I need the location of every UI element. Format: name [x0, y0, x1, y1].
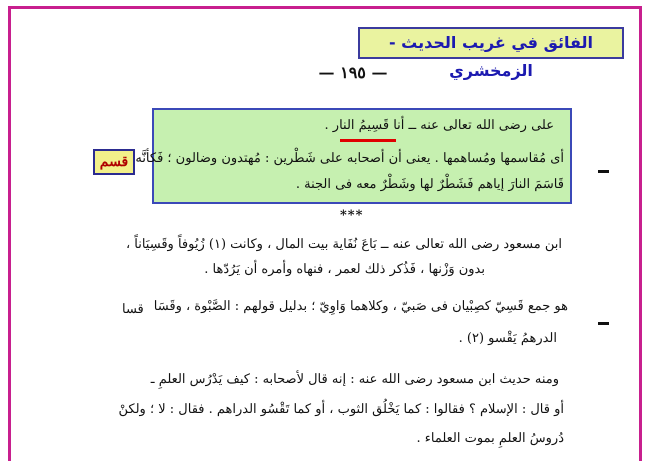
body-line-6: أو قال : الإسلام ؟ فقالوا : كما يَخْلُق الثوب ، أو كما تَقْسُو الدراهم . فقال : لا ؛ ولكنْ: [118, 402, 564, 417]
body-line-4: الدرهمُ يَقْسو (٢) .: [458, 331, 557, 346]
body-line-5: ومنه حديث ابن مسعود رضى الله عنه : إنه قال لأصحابه : كيف يَدْرُس العلمِ ـ: [150, 372, 559, 387]
margin-root-note: قسا: [122, 302, 144, 317]
book-title: الفائق في غريب الحديث - الزمخشري: [358, 27, 624, 59]
keyword-underline: [340, 139, 396, 142]
entry-root-keyword: قسم: [93, 149, 135, 175]
highlight-line-2: أى مُقاسمها ومُساهمها . يعنى أن أصحابه على شَطْرين : مُهتدون وضالون ؛ فَكأنَّه: [135, 151, 564, 166]
margin-dash: [598, 322, 609, 325]
page-number: — ١٩٥ —: [318, 63, 388, 82]
body-line-1: ابن مسعود رضى الله تعالى عنه ــ بَاعَ نُفَاية بيت المال ، وكانت (١) زُيُوفاً وقَسِيَاناً ،: [125, 237, 562, 252]
body-line-2: بدون وَزْنها ، فَذُكر ذلك لعمر ، فنهاه وأمره أن يَرُدّها .: [204, 262, 485, 277]
margin-dash: [598, 170, 609, 173]
highlight-line-3: قَاسَمَ النارَ إياهم فَشَطْرٌ لها وشَطْرٌ معه فى الجنة .: [295, 177, 564, 192]
body-line-7: دُروسُ العلمِ بموت العلماء .: [416, 431, 564, 446]
section-separator: ***: [340, 208, 364, 223]
highlight-line-1: على رضى الله تعالى عنه ــ أنا قَسِيمُ النار .: [324, 118, 554, 133]
body-line-3: هو جمع قَسِيّ كصِبْيان فى صَبيّ ، وكلاهما وَاوِيّ ؛ بدليل قولهم : الصَّبْوة ، وقَسَا: [153, 299, 568, 314]
